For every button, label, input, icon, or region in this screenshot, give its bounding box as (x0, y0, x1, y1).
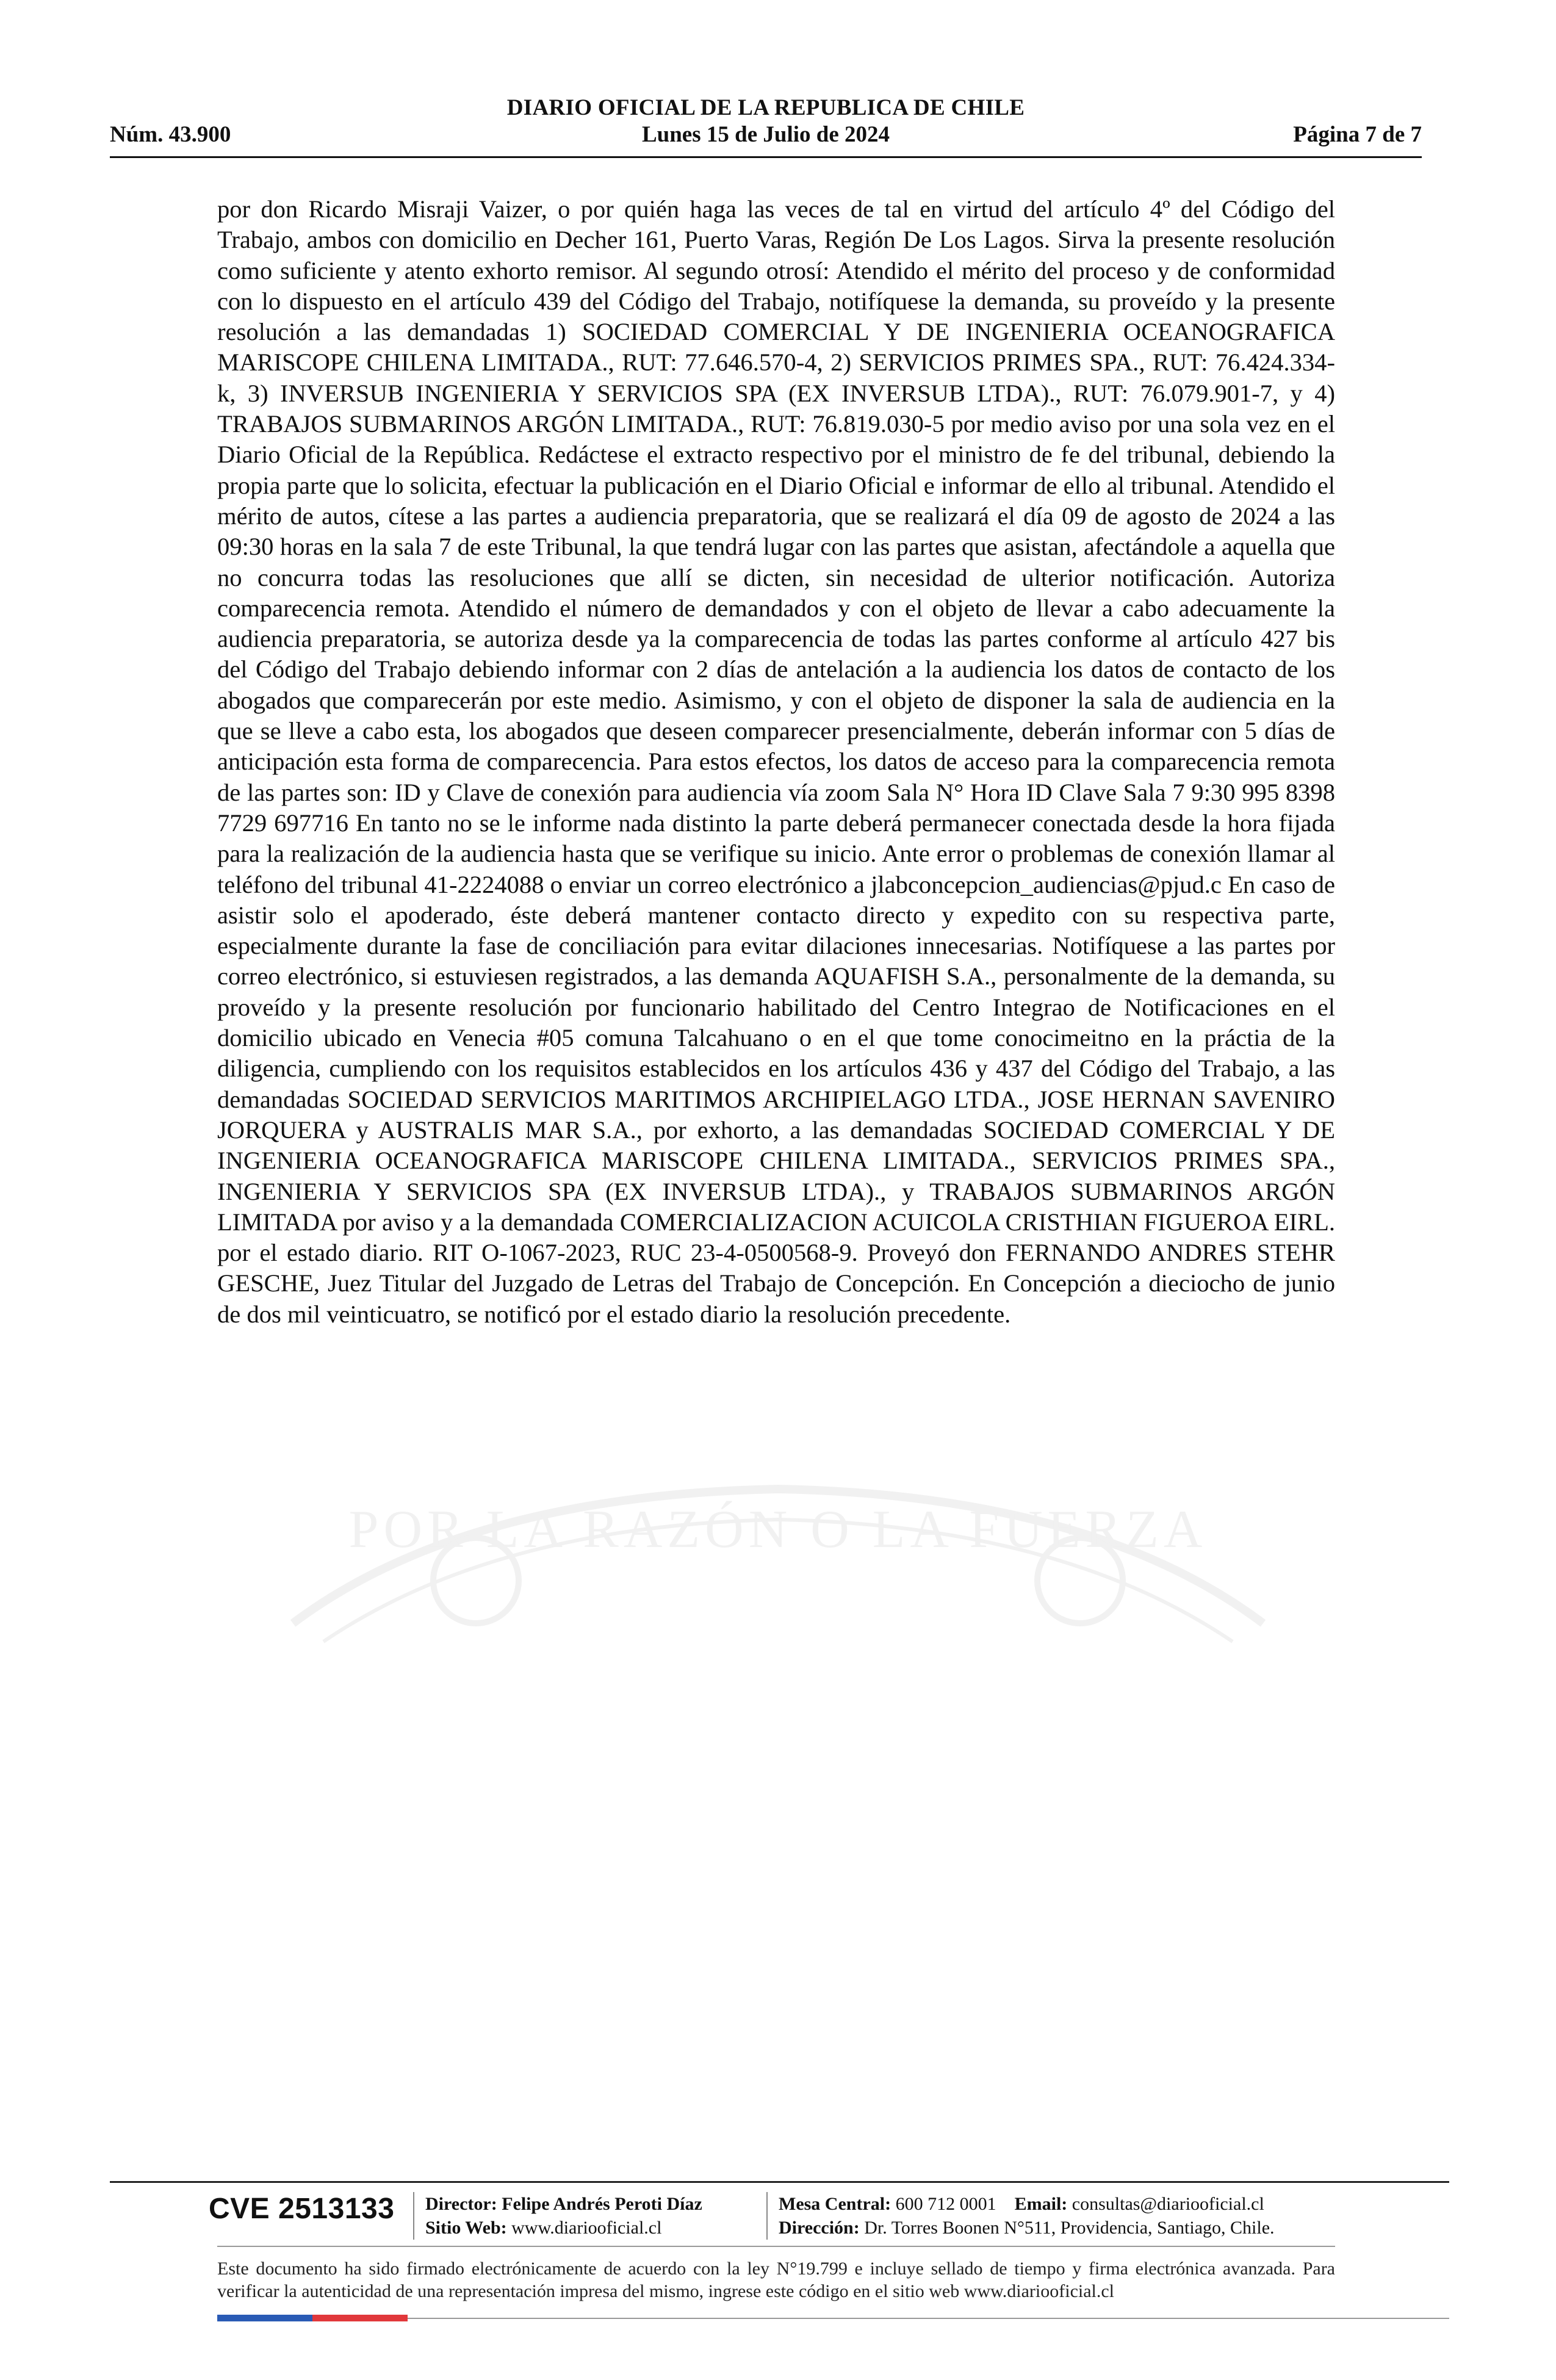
footer-divider (110, 2181, 1449, 2183)
website-label: Sitio Web: (425, 2218, 507, 2238)
issue-number: Núm. 43.900 (110, 122, 231, 147)
footer-separator (766, 2192, 768, 2240)
footer-director-block (425, 2192, 702, 2240)
bottom-rule (408, 2318, 1449, 2319)
email-label: Email: (1014, 2194, 1068, 2214)
coat-of-arms-watermark (220, 1422, 1336, 1678)
footer-separator (413, 2192, 414, 2240)
website-link[interactable]: www.diariooficial.cl (511, 2218, 662, 2238)
issue-date: Lunes 15 de Julio de 2024 (641, 122, 890, 147)
email-link[interactable]: consultas@diariooficial.cl (1072, 2194, 1264, 2214)
signature-notice: Este documento ha sido firmado electrónicamente de acuerdo con la ley N°19.799 e incluye sellado de tiempo y firma electrónica avanzada. Para verificar la autenticidad de una representación impresa del mismo, ingrese este código en el sitio web www.diariooficial.cl (217, 2259, 1335, 2301)
cve-code: CVE 2513133 (209, 2193, 395, 2225)
page-indicator: Página 7 de 7 (1293, 122, 1422, 147)
address-line (779, 2216, 1275, 2240)
resolution-text: por don Ricardo Misraji Vaizer, o por quién haga las veces de tal en virtud del artículo 4º del Código del Trabajo, ambos con domicilio en Decher 161, Puerto Varas, Región De Los Lagos. Sirva la presente resolución como suficiente y atento exhorto remisor. Al segundo otrosí: Atendido el mérito del proceso y de conformidad con lo dispuesto en el artículo 439 del Código del Trabajo, notifíquese la demanda, su proveído y la presente resolución a las demandadas 1) SOCIEDAD COMERCIAL Y DE INGENIERIA OCEANOGRAFICA MARISCOPE CHILENA LIMITADA., RUT: 77.646.570-4, 2) SERVICIOS PRIMES SPA., RUT: 76.424.334-k, 3) INVERSUB INGENIERIA Y SERVICIOS SPA (EX INVERSUB LTDA)., RUT: 76.079.901-7, y 4) TRABAJOS SUBMARINOS ARGÓN LIMITADA., RUT: 76.819.030-5 por medio aviso por una sola vez en el Diario Oficial de la República. Redáctese el extracto respectivo por el ministro de fe del tribunal, debiendo la propia parte que lo solicita, efectuar la publicación en el Diario Oficial e informar de ello al tribunal. Atendido el mérito de autos, cítese a las partes a audiencia preparatoria, que se realizará el día 09 de agosto de 2024 a las 09:30 horas en la sala 7 de este Tribunal, la que tendrá lugar con las partes que asistan, afectándole a aquella que no concurra todas las resoluciones que allí se dicten, sin necesidad de ulterior notificación. Autoriza comparecencia remota. Atendido el número de demandados y con el objeto de llevar a cabo adecuamente la audiencia preparatoria, se autoriza desde ya la comparecencia de todas las partes conforme al artículo 427 bis del Código del Trabajo debiendo informar con 2 días de antelación a la audiencia los datos de contacto de los abogados que comparecerán por este medio. Asimismo, y con el objeto de disponer la sala de audiencia en la que se lleve a cabo esta, los abogados que deseen comparecer presencialmente, deberán informar con 5 días de anticipación esta forma de comparecencia. Para estos efectos, los datos de acceso para la comparecencia remota de las partes son: ID y Clave de conexión para audiencia vía zoom Sala N° Hora ID Clave Sala 7 9:30 995 8398 7729 697716 En tanto no se le informe nada distinto la parte deberá permanecer conectada desde la hora fijada para la realización de la audiencia hasta que se verifique su inicio. Ante error o problemas de conexión llamar al teléfono del tribunal 41-2224088 o enviar un correo electrónico a jlabconcepcion_audiencias@pjud.c En caso de asistir solo el apoderado, éste deberá mantener contacto directo y expedito con su respectiva parte, especialmente durante la fase de conciliación para evitar dilaciones innecesarias. Notifíquese a las partes por correo electrónico, si estuviesen registrados, a las demanda AQUAFISH S.A., personalmente de la demanda, su proveído y la presente resolución por funcionario habilitado del Centro Integrao de Notificaciones en el domicilio ubicado en Venecia #05 comuna Talcahuano o en el que tome conocimeitno en la práctia de la diligencia, cumpliendo con los requisitos establecidos en los artículos 436 y 437 del Código del Trabajo, a las demandadas SOCIEDAD SERVICIOS MARITIMOS ARCHIPIELAGO LTDA., JOSE HERNAN SAVENIRO JORQUERA y AUSTRALIS MAR S.A., por exhorto, a las demandadas SOCIEDAD COMERCIAL Y DE INGENIERIA OCEANOGRAFICA MARISCOPE CHILENA LIMITADA., SERVICIOS PRIMES SPA., INGENIERIA Y SERVICIOS SPA (EX INVERSUB LTDA)., y TRABAJOS SUBMARINOS ARGÓN LIMITADA por aviso y a la demandada COMERCIALIZACION ACUICOLA CRISTHIAN FIGUEROA EIRL. por el estado diario. RIT O-1067-2023, RUC 23-4-0500568-9. Proveyó don FERNANDO ANDRES STEHR GESCHE, Juez Titular del Juzgado de Letras del Trabajo de Concepción. En Concepción a dieciocho de junio de dos mil veinticuatro, se notificó por el estado diario la resolución precedente. (217, 195, 1335, 1328)
header-divider (110, 156, 1422, 158)
flag-stripe (217, 2315, 408, 2321)
contact-line (779, 2192, 1275, 2216)
flag-blue-segment (217, 2315, 312, 2321)
director-name: Felipe Andrés Peroti Díaz (502, 2194, 702, 2214)
publication-title: DIARIO OFICIAL DE LA REPUBLICA DE CHILE (506, 95, 1025, 120)
flag-red-segment (312, 2315, 408, 2321)
director-line (425, 2192, 702, 2216)
footer-contact-block (779, 2192, 1275, 2240)
address-label: Dirección: (779, 2218, 860, 2238)
mesa-phone: 600 712 0001 (895, 2194, 996, 2214)
watermark-motto: POR LA RAZÓN O LA FUERZA (348, 1500, 1208, 1559)
footer-note-divider (217, 2246, 1335, 2247)
address-value: Dr. Torres Boonen N°511, Providencia, Santiago, Chile. (864, 2218, 1275, 2238)
mesa-label: Mesa Central: (779, 2194, 891, 2214)
director-label: Director: (425, 2194, 497, 2214)
page-header (110, 95, 1422, 156)
website-line (425, 2216, 702, 2240)
